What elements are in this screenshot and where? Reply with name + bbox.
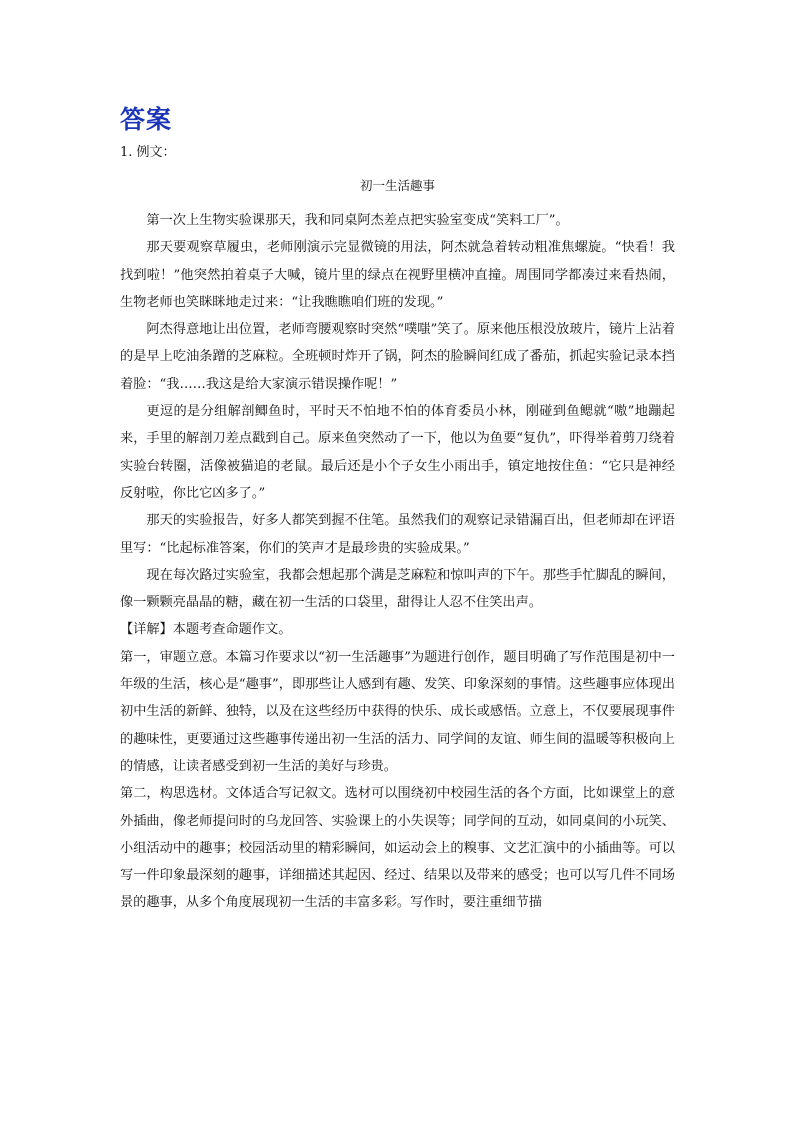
essay-title: 初一生活趣事 [359, 178, 435, 193]
essay-paragraph: 那天要观察草履虫，老师刚演示完显微镜的用法，阿杰就急着转动粗准焦螺旋。“快看！我找到啦！”他突然拍着桌子大喊，镜片里的绿点在视野里横冲直撞。周围同学都凑过来看热闹，生物老师也笑眯眯地走过来：“让我瞧瞧咱们班的发现。” [120, 240, 675, 310]
detail-paragraph: 【详解】本题考查命题作文。 [120, 622, 292, 638]
essay-paragraph: 更逗的是分组解剖鲫鱼时，平时天不怕地不怕的体育委员小林，刚碰到鱼鳃就“嗷”地蹦起来，手里的解剖刀差点戳到自己。原来鱼突然动了一下，他以为鱼要“复仇”，吓得举着剪刀绕着实验台转圈，活像被猫追的老鼠。最后还是小个子女生小雨出手，镇定地按住鱼：“它只是神经反射啦，你比它凶多了。” [120, 404, 675, 501]
essay-paragraph: 那天的实验报告，好多人都笑到握不住笔。虽然我们的观察记录错漏百出，但老师却在评语里写：“比起标准答案，你们的笑声才是最珍贵的实验成果。” [120, 513, 675, 556]
detail-paragraph: 第二，构思选材。文体适合写记叙文。选材可以围绕初中校园生活的各个方面，比如课堂上的意外插曲，像老师提问时的乌龙回答、实验课上的小失误等；同学间的互动，如同桌间的小玩笑、小组活动中的趣事；校园活动里的精彩瞬间，如运动会上的糗事、文艺汇演中的小插曲等。可以写一件印象最深刻的趣事，详细描述其起因、经过、结果以及带来的感受；也可以写几件不同场景的趣事，从多个角度展现初一生活的丰富多彩。写作时，要注重细节描 [120, 786, 675, 911]
essay-paragraph: 第一次上生物实验课那天，我和同桌阿杰差点把实验室变成“笑料工厂”。 [146, 213, 569, 228]
question-number: 1. 例文： [120, 145, 176, 160]
answer-heading: 答案 [120, 105, 173, 134]
detail-paragraph: 第一，审题立意。本篇习作要求以“初一生活趣事”为题进行创作，题目明确了写作范围是初中一年级的生活，核心是“趣事”，即那些让人感到有趣、发笑、印象深刻的事情。这些趣事应体现出初中生活的新鲜、独特，以及在这些经历中获得的快乐、成长或感悟。立意上，不仅要展现事件的趣味性，更要通过这些趣事传递出初一生活的活力、同学间的友谊、师生间的温暖等积极向上的情感，让读者感受到初一生活的美好与珍贵。 [120, 649, 675, 774]
document-body [120, 207, 675, 917]
essay-paragraph: 阿杰得意地让出位置，老师弯腰观察时突然“噗嗤”笑了。原来他压根没放玻片，镜片上沾着的是早上吃油条蹭的芝麻粒。全班顿时炸开了锅，阿杰的脸瞬间红成了番茄，抓起实验记录本挡着脸：“我……我这是给大家演示错误操作呢！” [120, 322, 675, 392]
essay-paragraph: 现在每次路过实验室，我都会想起那个满是芝麻粒和惊叫声的下午。那些手忙脚乱的瞬间，像一颗颗亮晶晶的糖，藏在初一生活的口袋里，甜得让人忍不住笑出声。 [120, 567, 675, 611]
